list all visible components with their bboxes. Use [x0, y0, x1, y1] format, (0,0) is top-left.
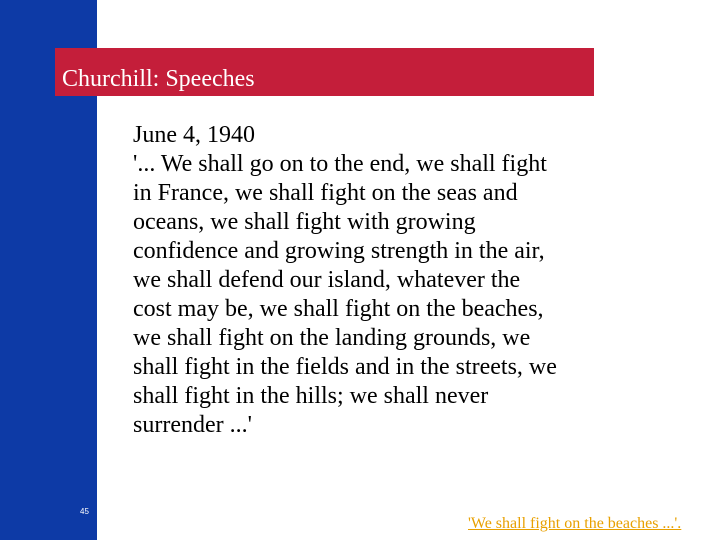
speech-line: '... We shall go on to the end, we shall fight [133, 151, 547, 177]
speech-line: in France, we shall fight on the seas and [133, 180, 518, 206]
slide-number: 45 [80, 507, 89, 516]
slide-title: Churchill: Speeches [62, 66, 255, 92]
speech-line: surrender ...' [133, 412, 252, 438]
beaches-speech-link[interactable]: 'We shall fight on the beaches ...'. [468, 515, 682, 532]
speech-line: we shall defend our island, whatever the [133, 267, 521, 293]
speech-line: we shall fight on the landing grounds, we [133, 325, 531, 351]
speech-line: oceans, we shall fight with growing [133, 209, 476, 235]
speech-line: shall fight in the fields and in the streets, we [133, 354, 557, 380]
speech-line: shall fight in the hills; we shall never [133, 383, 489, 409]
speech-line: cost may be, we shall fight on the beaches, [133, 296, 544, 322]
speech-date: June 4, 1940 [133, 122, 255, 148]
speech-line: confidence and growing strength in the air, [133, 238, 545, 264]
speech-quote [133, 121, 693, 440]
